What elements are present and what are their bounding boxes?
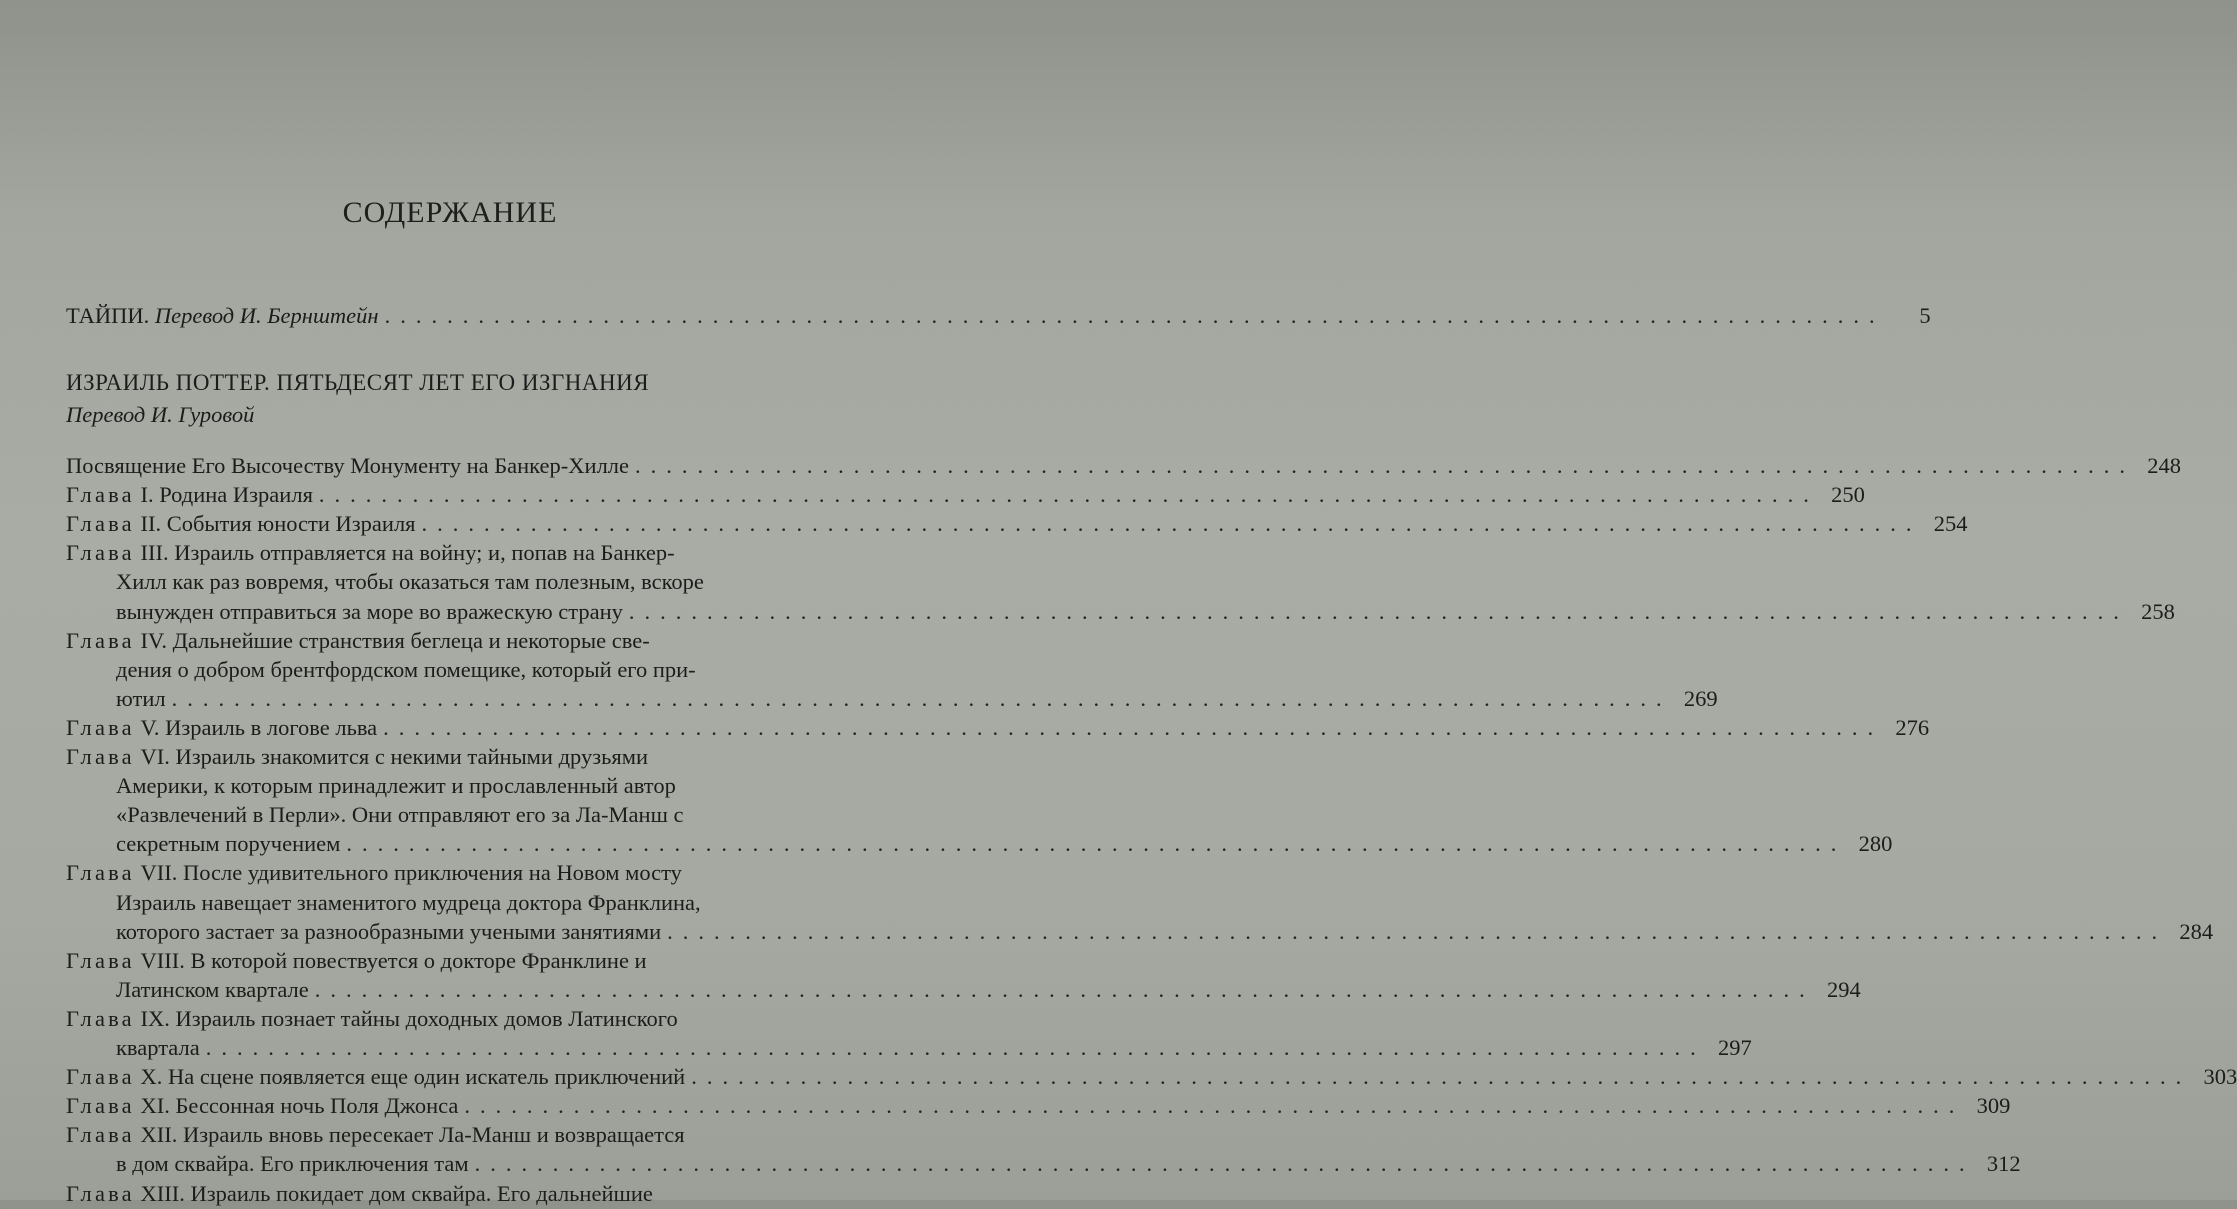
toc-text: X. На сцене появляется еще один искатель приключений xyxy=(134,1064,686,1089)
toc-line-text xyxy=(66,400,254,430)
toc-text: вынужден отправиться за море во вражескую страну xyxy=(116,599,623,624)
toc-line-text xyxy=(66,368,649,398)
toc-text: Латинском квартале xyxy=(116,977,309,1002)
dot-leader: ................................................................................................ xyxy=(383,715,1884,740)
chapter-line xyxy=(116,684,1718,714)
toc-text: которого застает за разнообразными учеными занятиями xyxy=(116,919,662,944)
page-number: 303 xyxy=(2203,1064,2237,1089)
toc-text: V. Израиль в логове льва xyxy=(134,715,378,740)
toc-line-text xyxy=(66,509,416,539)
chapter-label: Глава xyxy=(66,1122,135,1147)
toc-line-text xyxy=(116,597,623,627)
toc-text: дения о добром брентфордском помещике, который его при- xyxy=(116,657,696,682)
chapter-line xyxy=(66,1120,840,1150)
chapter-label: Глава xyxy=(66,744,135,769)
toc-text: квартала xyxy=(116,1035,200,1060)
toc-entry-translator xyxy=(66,400,840,430)
toc-text: в дом сквайра. Его приключения там xyxy=(116,1151,469,1176)
toc-text: Посвящение Его Высочеству Монументу на Банкер-Хилле xyxy=(66,453,630,478)
dot-leader: ................................................................................................ xyxy=(691,1064,2192,1089)
toc-line-text xyxy=(66,1091,458,1121)
chapter-line xyxy=(66,713,1930,743)
toc-line-text xyxy=(66,1062,685,1092)
dot-leader: ................................................................................................ xyxy=(314,977,1815,1002)
toc-line-text xyxy=(66,451,629,481)
page-number: 284 xyxy=(2179,919,2214,944)
chapter-line xyxy=(66,1004,840,1034)
page-number: 248 xyxy=(2147,453,2182,478)
toc-text: VIII. В которой повествуется о докторе Франклине и xyxy=(134,948,647,973)
page-number: 309 xyxy=(1976,1093,2011,1118)
toc-text: IV. Дальнейшие странствия беглеца и некоторые све- xyxy=(134,628,650,653)
toc-text: I. Родина Израиля xyxy=(134,482,313,507)
toc-text: секретным поручением xyxy=(116,831,341,856)
page-number: 276 xyxy=(1895,715,1930,740)
chapter-line xyxy=(66,1062,2237,1092)
toc-line-text xyxy=(116,684,166,714)
toc-line-text xyxy=(116,888,701,918)
toc-line-text xyxy=(116,829,340,859)
dot-leader: ................................................................................................ xyxy=(667,919,2168,944)
toc-text: ютил xyxy=(116,686,166,711)
toc-entry-taipi xyxy=(66,301,1931,331)
toc-line-text xyxy=(66,301,379,331)
toc-line-text xyxy=(66,946,647,976)
chapter-line xyxy=(66,451,2182,481)
chapter-line xyxy=(66,1091,2011,1121)
page-number: 297 xyxy=(1717,1035,1752,1060)
toc-text: III. Израиль отправляется на войну; и, попав на Банкер- xyxy=(134,540,675,565)
chapter-line xyxy=(66,480,1865,510)
dot-leader: ................................................................................................ xyxy=(318,482,1819,507)
toc-line-text xyxy=(66,858,682,888)
work-title: ТАЙПИ. xyxy=(66,303,150,328)
toc-line-text xyxy=(116,975,309,1005)
chapter-line xyxy=(116,888,840,918)
chapter-label: Глава xyxy=(66,1181,135,1206)
toc-line-text xyxy=(66,1179,653,1209)
chapter-line xyxy=(116,1033,1752,1063)
toc-line-text xyxy=(116,771,676,801)
page-title: СОДЕРЖАНИЕ xyxy=(342,196,558,229)
chapter-label: Глава xyxy=(66,1093,135,1118)
chapter-line xyxy=(116,597,2175,627)
chapter-line xyxy=(116,917,2214,947)
toc-line-text xyxy=(116,1033,200,1063)
chapter-line xyxy=(116,975,1861,1005)
toc-line-text xyxy=(66,1120,685,1150)
toc-entry-israel-potter xyxy=(66,368,840,398)
toc-text: II. События юности Израиля xyxy=(134,511,416,536)
toc-line-text xyxy=(66,480,313,510)
chapter-line xyxy=(116,655,840,685)
dot-leader: ................................................................................................ xyxy=(384,303,1885,328)
page-number: 5 xyxy=(1919,303,1931,328)
toc-text: XII. Израиль вновь пересекает Ла-Манш и возвращается xyxy=(134,1122,685,1147)
chapter-label: Глава xyxy=(66,482,135,507)
chapter-line xyxy=(66,858,840,888)
chapter-label: Глава xyxy=(66,1006,135,1031)
chapter-line xyxy=(66,626,840,656)
chapter-label: Глава xyxy=(66,860,135,885)
toc-line-text xyxy=(116,567,704,597)
dot-leader: ................................................................................................ xyxy=(421,511,1922,536)
dot-leader: ................................................................................................ xyxy=(628,599,2129,624)
chapter-line xyxy=(116,1149,2021,1179)
chapter-line xyxy=(66,946,840,976)
page-number: 294 xyxy=(1827,977,1861,1002)
chapter-line xyxy=(116,829,1893,859)
page-number: 258 xyxy=(2141,599,2175,624)
chapter-label: Глава xyxy=(66,628,135,653)
toc-line-text xyxy=(66,742,648,772)
chapter-line xyxy=(66,1179,840,1209)
chapter-line xyxy=(116,771,840,801)
chapter-label: Глава xyxy=(66,715,135,740)
page-number: 250 xyxy=(1831,482,1865,507)
chapter-line xyxy=(66,538,840,568)
dot-leader: ................................................................................................ xyxy=(346,831,1847,856)
toc-text: Перевод И. Гуровой xyxy=(66,402,255,427)
toc-text: VI. Израиль знакомится с некими тайными друзьями xyxy=(134,744,649,769)
dot-leader: ................................................................................................ xyxy=(171,686,1672,711)
toc-line-text xyxy=(116,655,696,685)
chapter-line xyxy=(116,567,840,597)
chapter-line xyxy=(66,742,840,772)
chapter-line xyxy=(66,509,1968,539)
toc-line-text xyxy=(66,626,650,656)
chapter-line xyxy=(116,800,840,830)
chapter-label: Глава xyxy=(66,948,135,973)
toc-line-text xyxy=(116,1149,469,1179)
page-number: 269 xyxy=(1683,686,1718,711)
chapter-label: Глава xyxy=(66,511,135,536)
chapter-label: Глава xyxy=(66,1064,135,1089)
dot-leader: ................................................................................................ xyxy=(464,1093,1965,1118)
toc-text: Израиль навещает знаменитого мудреца доктора Франклина, xyxy=(116,890,701,915)
toc-text: Америки, к которым принадлежит и прославленный автор xyxy=(116,773,676,798)
toc-text: IX. Израиль познает тайны доходных домов Латинского xyxy=(134,1006,678,1031)
toc-line-text xyxy=(116,800,684,830)
toc-text: Хилл как раз вовремя, чтобы оказаться там полезным, вскоре xyxy=(116,569,704,594)
toc-text: VII. После удивительного приключения на Новом мосту xyxy=(134,860,682,885)
toc-line-text xyxy=(66,1004,678,1034)
toc-text: Перевод И. Бернштейн xyxy=(149,303,379,328)
dot-leader: ................................................................................................ xyxy=(474,1151,1975,1176)
toc-text: ИЗРАИЛЬ ПОТТЕР. ПЯТЬДЕСЯТ ЛЕТ ЕГО ИЗГНАНИЯ xyxy=(66,370,650,395)
toc-line-text xyxy=(66,538,675,568)
toc-text: «Развлечений в Перли». Они отправляют его за Ла-Манш с xyxy=(116,802,684,827)
page-number: 280 xyxy=(1858,831,1893,856)
toc-text: XIII. Израиль покидает дом сквайра. Его дальнейшие xyxy=(134,1181,653,1206)
page-number: 254 xyxy=(1933,511,1968,536)
dot-leader: ................................................................................................ xyxy=(635,453,2136,478)
dot-leader: ................................................................................................ xyxy=(205,1035,1706,1060)
chapter-label: Глава xyxy=(66,540,135,565)
toc-line-text xyxy=(66,713,377,743)
page-number: 312 xyxy=(1986,1151,2021,1176)
toc-line-text xyxy=(116,917,661,947)
toc-text: XI. Бессонная ночь Поля Джонса xyxy=(134,1093,459,1118)
